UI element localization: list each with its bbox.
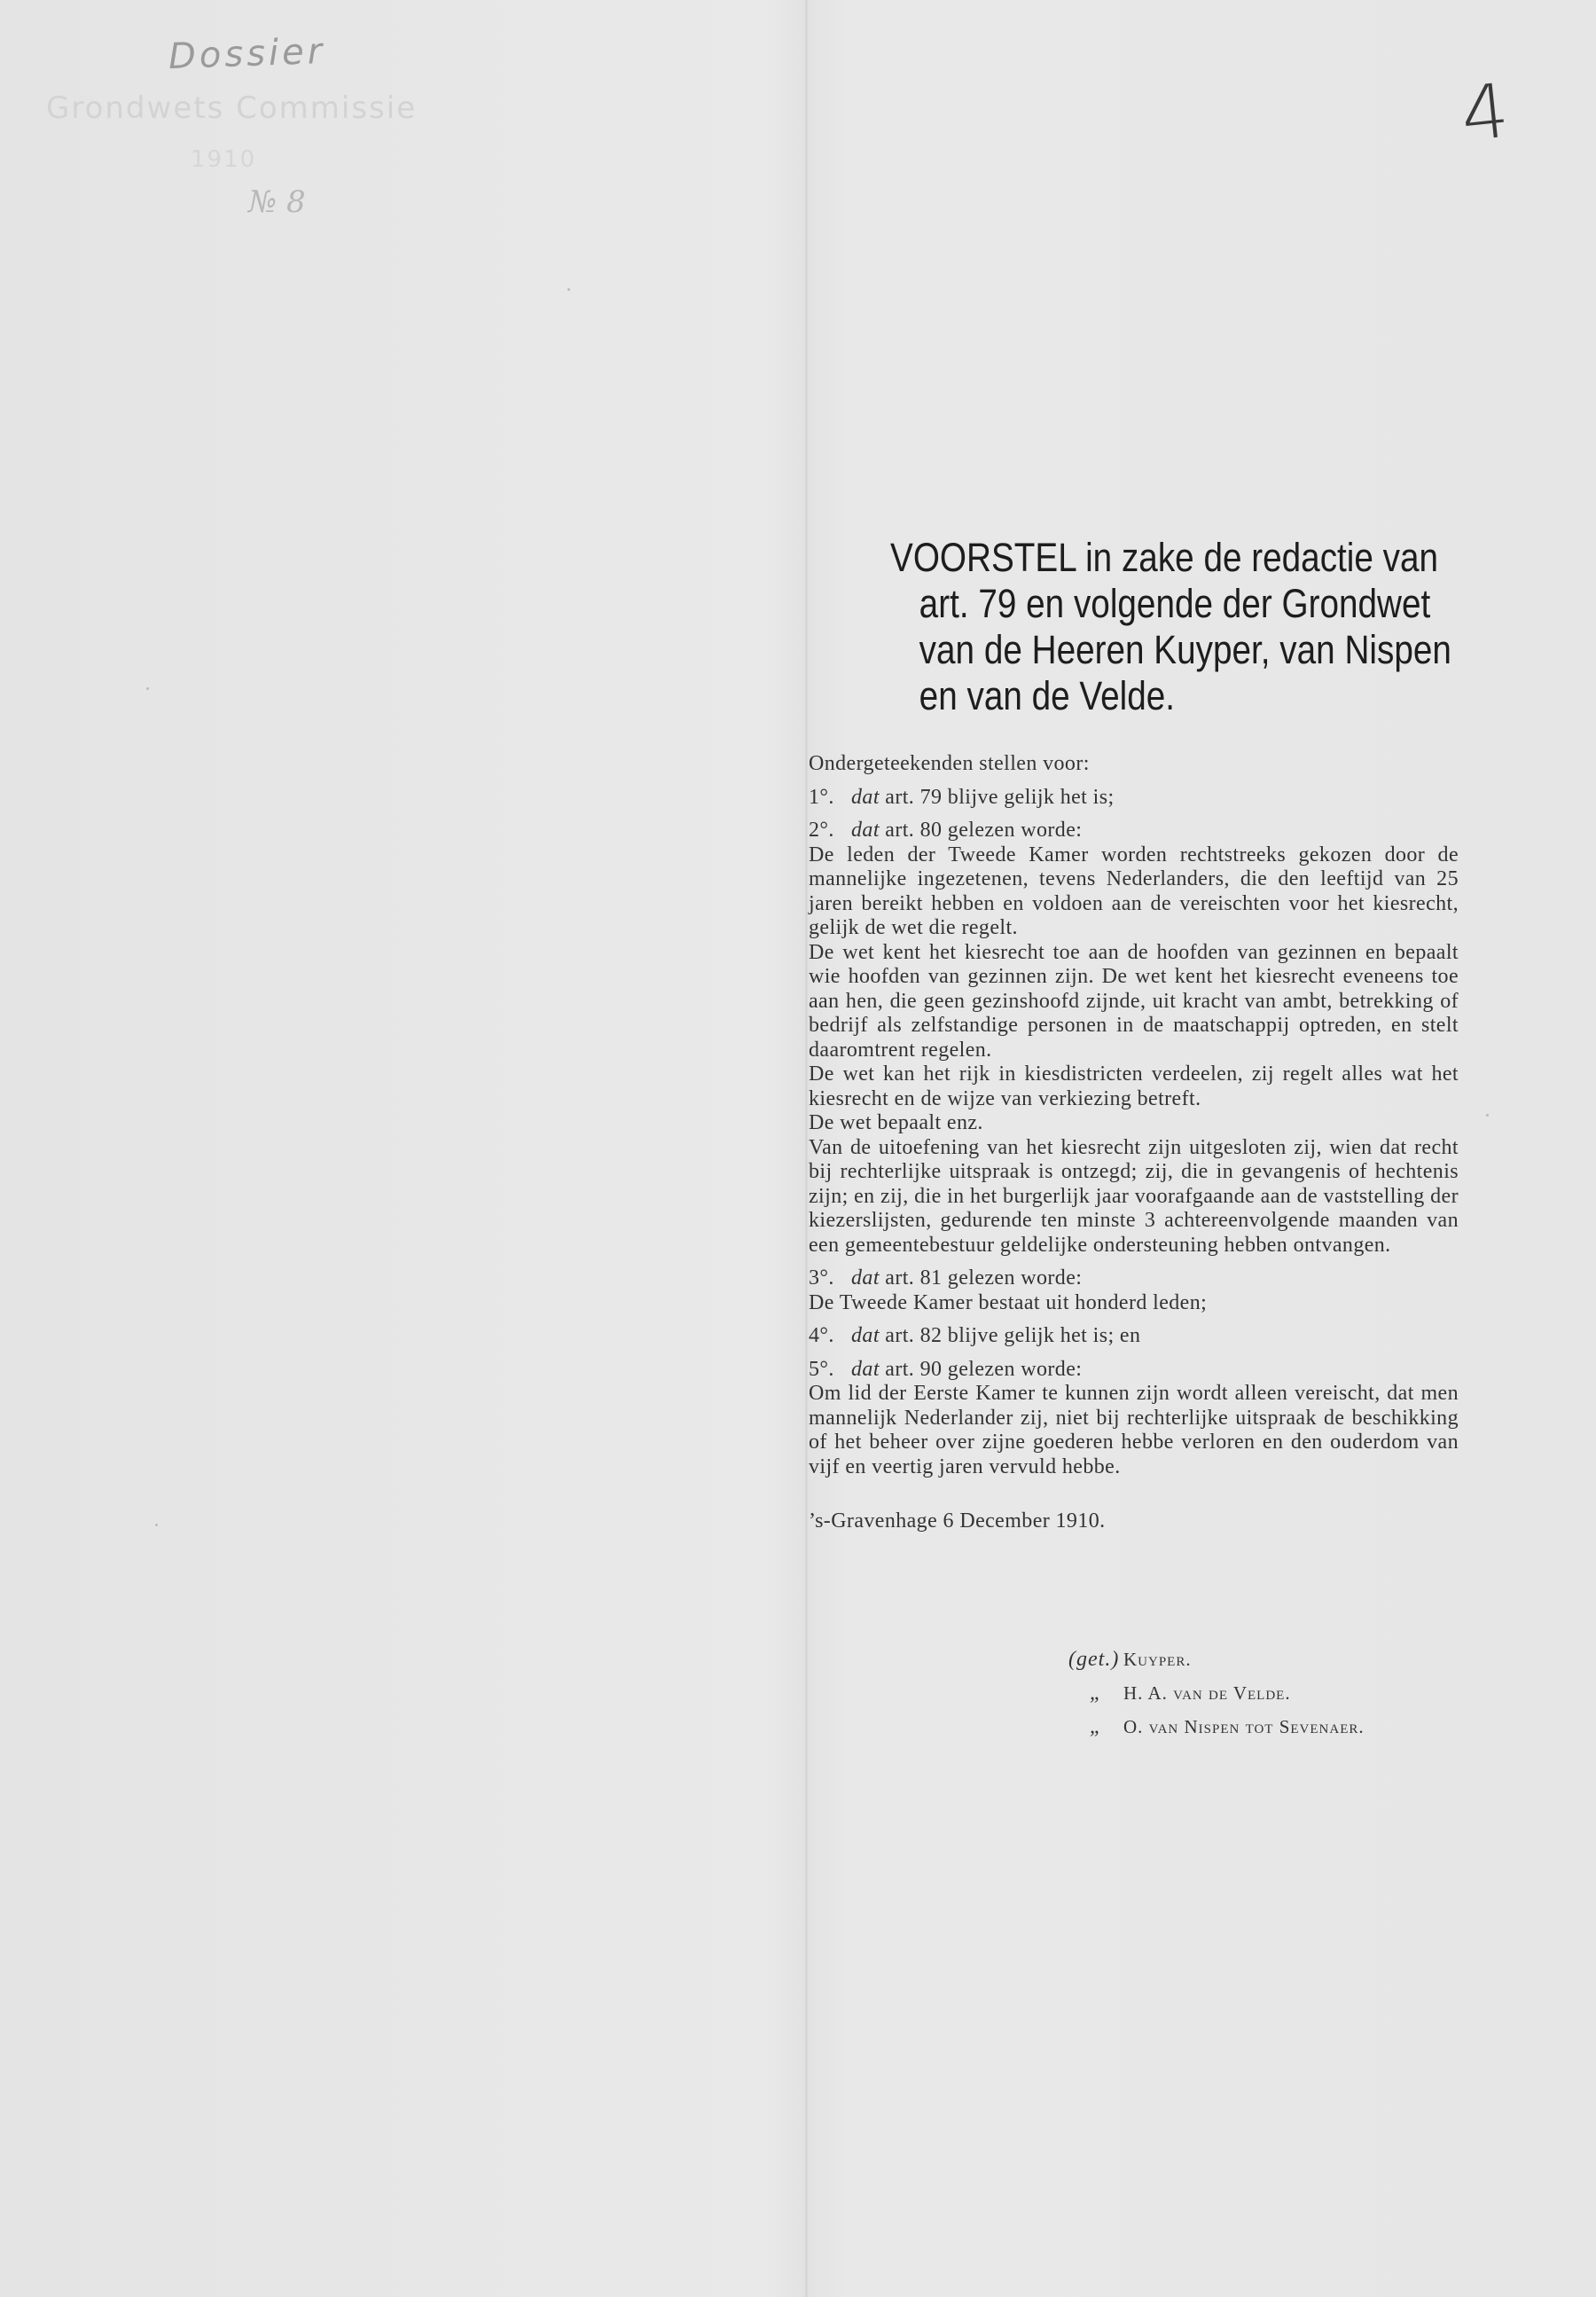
- art80-paragraph: De wet bepaalt enz.: [809, 1111, 983, 1134]
- stamp-handwritten-label: Dossier: [168, 30, 326, 78]
- item-dat: dat: [851, 1266, 880, 1290]
- place-date: ’s-Gravenhage 6 December 1910.: [809, 1509, 1106, 1533]
- paper-speck: [146, 687, 149, 690]
- paper-speck: [567, 288, 570, 291]
- item-number: 2°.: [809, 819, 834, 842]
- item-text: art. 90 gelezen worde:: [885, 1357, 1083, 1381]
- art80-paragraph: Van de uitoefening van het kiesrecht zijn uitgesloten zij, wien dat recht bij rechterlijke uitspraak is ontzegd; zij, die in gevangenis of hechtenis zijn; en zij, die in het burgerlijk jaar voorafgaande aan de vaststelling der kiezerslijsten, gedurende ten minste 3 achtereenvolgende maanden van een gemeentebestuur geldelijke ondersteuning hebben ontvangen.: [809, 1135, 1459, 1257]
- item-3: [809, 1266, 1459, 1291]
- handwritten-page-number: 4: [1457, 67, 1514, 159]
- title-line: art. 79 en volgende der Grondwet: [919, 581, 1431, 626]
- title-line: en van de Velde.: [919, 673, 1176, 718]
- item-number: 1°.: [809, 785, 834, 809]
- item-2: [809, 819, 1459, 843]
- stamp-line-1: Grondwets Commissie: [46, 90, 418, 126]
- paper-speck: [155, 1524, 158, 1526]
- item-number: 4°.: [809, 1324, 834, 1347]
- item-4: [809, 1324, 1459, 1349]
- stamp-line-2: 1910: [191, 146, 257, 173]
- item-dat: dat: [851, 785, 880, 809]
- proposal-body: [809, 752, 1459, 1534]
- page-fold: [805, 0, 808, 2297]
- art81-paragraph: De Tweede Kamer bestaat uit honderd leden;: [809, 1290, 1208, 1314]
- item-text: art. 80 gelezen worde:: [885, 819, 1083, 842]
- title-line: van de Heeren Kuyper, van Nispen: [919, 627, 1451, 672]
- signatory-name: O. van Nispen tot Sevenaer.: [1123, 1716, 1365, 1737]
- art90-paragraph: Om lid der Eerste Kamer te kunnen zijn wordt alleen vereischt, dat men mannelijk Nederlander zij, niet bij rechterlijke uitspraak de beschikking of het beheer over zijne goederen hebbe verloren en den ouderdom van vijf en veertig jaren vervuld hebbe.: [809, 1382, 1459, 1478]
- item-1: [809, 786, 1459, 811]
- archive-stamp: [27, 27, 452, 220]
- item-dat: dat: [851, 819, 880, 842]
- item-number: 3°.: [809, 1266, 834, 1290]
- ditto-mark: „: [1089, 1682, 1103, 1705]
- signatory-name: H. A. van de Velde.: [1123, 1682, 1291, 1704]
- item-dat: dat: [851, 1324, 880, 1347]
- stamp-number: № 8: [248, 184, 306, 220]
- art80-paragraph: De leden der Tweede Kamer worden rechtstreeks gekozen door de mannelijke ingezetenen, tevens Nederlanders, die den leeftijd van 25 jaren bereikt hebben en voldoen aan de vereischten voor het kiesrecht, gelijk de wet die regelt.: [809, 843, 1459, 939]
- item-dat: dat: [851, 1357, 880, 1381]
- signature-row: [1068, 1676, 1365, 1710]
- ditto-mark: „: [1089, 1715, 1103, 1738]
- intro-text: Ondergeteekenden stellen voor:: [809, 752, 1090, 775]
- item-text: art. 82 blijve gelijk het is; en: [885, 1324, 1141, 1347]
- signature-row: [1068, 1710, 1365, 1744]
- signature-block: [1068, 1642, 1365, 1744]
- document-title: [890, 535, 1451, 719]
- signature-prefix: (get.): [1068, 1648, 1120, 1671]
- item-text: art. 79 blijve gelijk het is;: [885, 785, 1115, 809]
- paper-speck: [1486, 1114, 1489, 1117]
- signature-row: [1068, 1642, 1365, 1676]
- item-5: [809, 1358, 1459, 1383]
- signatory-name: Kuyper.: [1123, 1649, 1192, 1670]
- art80-paragraph: De wet kent het kiesrecht toe aan de hoofden van gezinnen en bepaalt wie hoofden van gezinnen zijn. De wet kent het kiesrecht eveneens toe aan hen, die geen gezinshoofd zijnde, uit kracht van ambt, betrekking of bedrijf als zelfstandige personen in de maatschappij optreden, en stelt daaromtrent regelen.: [809, 940, 1459, 1062]
- item-number: 5°.: [809, 1357, 834, 1381]
- title-line: VOORSTEL in zake de redactie van: [890, 535, 1439, 580]
- item-text: art. 81 gelezen worde:: [885, 1266, 1083, 1290]
- art80-paragraph: De wet kan het rijk in kiesdistricten verdeelen, zij regelt alles wat het kiesrecht en de wijze van verkiezing betreft.: [809, 1062, 1459, 1110]
